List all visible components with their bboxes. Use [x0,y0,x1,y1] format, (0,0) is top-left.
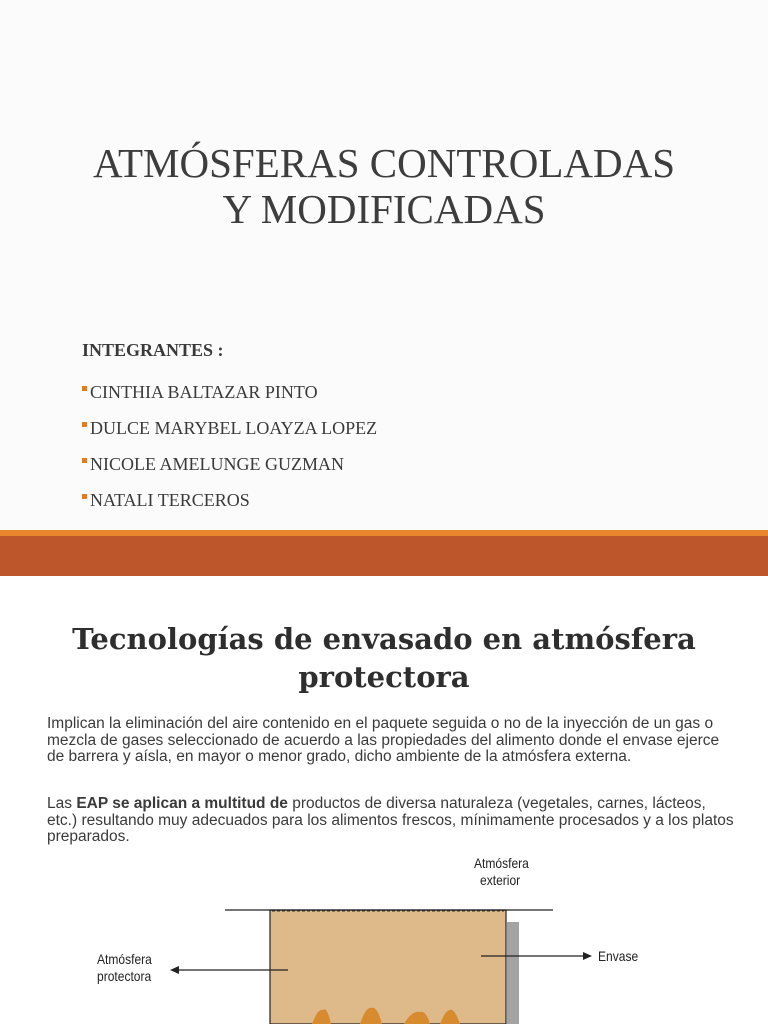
member-name: DULCE MARYBEL LOAYZA LOPEZ [90,418,378,438]
member-item [82,446,377,482]
paragraph-definition: Implican la eliminación del aire contenido en el paquete seguida o no de la inyección de un gas o mezcla de gases seleccionado de acuerdo a las propiedades del alimento donde el envase ejerce de barrera y aísla, en mayor o menor grado, dicho ambiente de la atmósfera externa. [47,715,720,765]
label-protective-line-1: Atmósfera [97,951,152,967]
label-outer-atmosphere [474,855,529,889]
label-package: Envase [598,948,639,964]
member-name: NICOLE AMELUNGE GUZMAN [90,454,344,474]
label-protective-line-2: protectora [97,968,152,984]
member-name: NATALI TERCEROS [90,490,250,510]
paragraph-applications [47,796,737,846]
packaging-diagram-graphic [0,840,768,1024]
member-item [82,374,377,410]
label-outer-line-1: Atmósfera [474,855,529,871]
member-item [82,410,377,446]
title-line-2: Y MODIFICADAS [222,186,546,232]
label-outer-line-2: exterior [480,872,521,888]
packaging-diagram [0,840,768,1024]
members-list [82,338,377,518]
slide-divider-band [0,536,768,576]
square-bullet-icon [82,422,87,427]
square-bullet-icon [82,458,87,463]
slide-1-title [40,140,728,232]
title-line-1: ATMÓSFERAS CONTROLADAS [92,140,676,186]
member-name: CINTHIA BALTAZAR PINTO [90,382,318,402]
label-protective-atmosphere [97,951,152,985]
member-item [82,482,377,518]
arrow-left-icon [170,966,179,974]
members-heading: INTEGRANTES : [82,340,224,360]
arrow-right-icon [583,952,592,960]
paragraph-rest: productos de diversa naturaleza (vegetales, carnes, lácteos, etc.) resultando muy adecuados para los alimentos frescos, mínimamente procesados y a los platos preparados. [47,795,734,845]
square-bullet-icon [82,386,87,391]
slide-2-title-line-2: protectora [298,660,470,694]
paragraph-prefix: Las [47,795,77,812]
slide-2-title [30,620,738,696]
square-bullet-icon [82,494,87,499]
slide-2-title-line-1: Tecnologías de envasado en atmósfera [72,622,696,656]
paragraph-bold: EAP se aplican a multitud de [76,795,288,812]
package-shadow [507,922,519,1024]
package-box [270,910,506,1024]
